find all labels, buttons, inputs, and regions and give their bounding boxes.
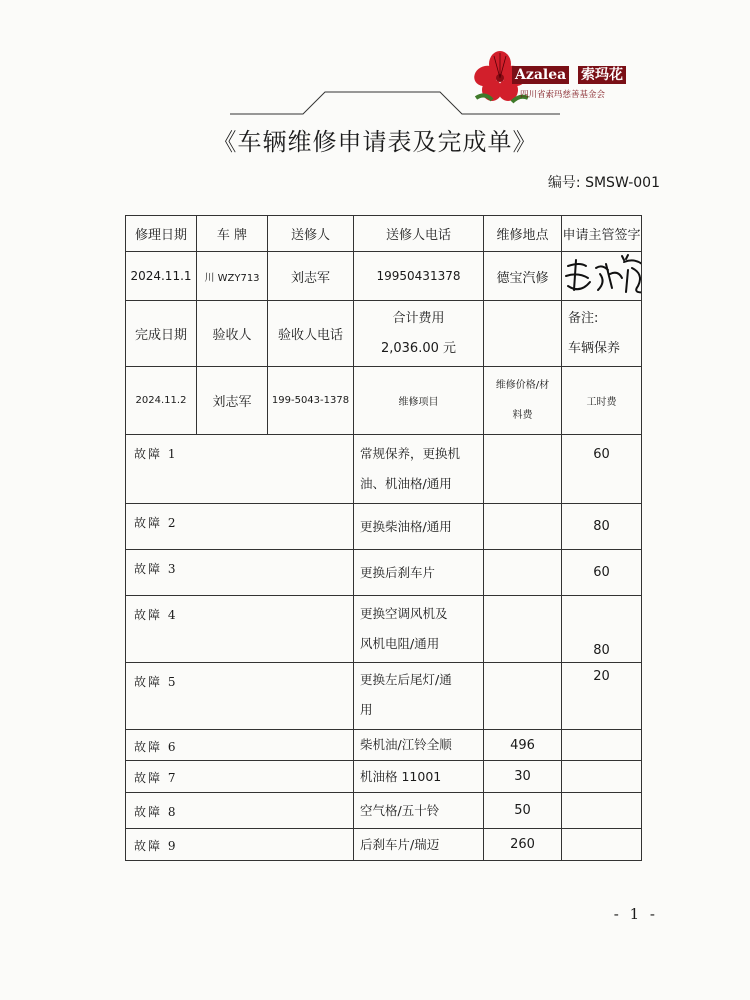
fault-row bbox=[126, 730, 642, 761]
header-labor: 工时费 bbox=[562, 367, 642, 435]
header-supervisor-sign: 申请主管签字 bbox=[562, 216, 642, 252]
header-sender: 送修人 bbox=[268, 216, 354, 252]
header-plate: 车 牌 bbox=[197, 216, 268, 252]
fault-item-line: 常规保养，更换机 bbox=[360, 446, 461, 461]
fault-item: 机油格 11001 bbox=[354, 761, 484, 793]
fault-labor: 60 bbox=[562, 550, 642, 596]
fault-labor: 60 bbox=[562, 435, 642, 504]
fault-price bbox=[484, 550, 562, 596]
fault-row bbox=[126, 596, 642, 663]
fault-label: 故障 8 bbox=[126, 793, 354, 829]
fault-item-line: 用 bbox=[360, 702, 373, 717]
fault-price: 30 bbox=[484, 761, 562, 793]
fault-price: 260 bbox=[484, 829, 562, 861]
request-sender: 刘志军 bbox=[268, 252, 354, 301]
header-location: 维修地点 bbox=[484, 216, 562, 252]
header-inspector-phone: 验收人电话 bbox=[268, 301, 354, 367]
fault-label: 故障 7 bbox=[126, 761, 354, 793]
logo-name-en: Azalea bbox=[512, 66, 569, 84]
fault-item: 后刹车片/瑞迈 bbox=[354, 829, 484, 861]
header-price-line-1: 维修价格/材 bbox=[495, 379, 550, 391]
request-plate: 川 WZY713 bbox=[197, 252, 268, 301]
fault-row bbox=[126, 663, 642, 730]
empty-cell bbox=[484, 301, 562, 367]
fault-price bbox=[484, 435, 562, 504]
request-repair-date: 2024.11.1 bbox=[126, 252, 197, 301]
completion-row bbox=[126, 367, 642, 435]
foundation-logo bbox=[470, 48, 655, 108]
fault-price: 496 bbox=[484, 730, 562, 761]
fault-price bbox=[484, 596, 562, 663]
fault-label: 故障 3 bbox=[126, 550, 354, 596]
fault-item bbox=[354, 596, 484, 663]
header-sender-phone: 送修人电话 bbox=[354, 216, 484, 252]
header-price bbox=[484, 367, 562, 435]
fault-price bbox=[484, 504, 562, 550]
fault-labor bbox=[562, 829, 642, 861]
repair-form-table bbox=[125, 215, 642, 861]
request-row bbox=[126, 252, 642, 301]
fault-price: 50 bbox=[484, 793, 562, 829]
remark-label: 备注: bbox=[568, 310, 599, 326]
page-title: 《车辆维修申请表及完成单》 bbox=[212, 128, 538, 156]
fault-row bbox=[126, 761, 642, 793]
header-repair-item: 维修项目 bbox=[354, 367, 484, 435]
fault-item: 空气格/五十铃 bbox=[354, 793, 484, 829]
completion-header-row bbox=[126, 301, 642, 367]
fault-item bbox=[354, 435, 484, 504]
supervisor-signature-cell bbox=[562, 252, 642, 301]
fault-item-line: 风机电阻/通用 bbox=[360, 636, 440, 651]
fault-labor: 80 bbox=[562, 504, 642, 550]
request-location: 德宝汽修 bbox=[484, 252, 562, 301]
fault-labor bbox=[562, 730, 642, 761]
fault-item: 更换后刹车片 bbox=[354, 550, 484, 596]
document-number: 编号: SMSW-001 bbox=[547, 175, 660, 191]
fault-item: 更换柴油格/通用 bbox=[354, 504, 484, 550]
fault-label: 故障 6 bbox=[126, 730, 354, 761]
fault-label: 故障 5 bbox=[126, 663, 354, 730]
fault-labor: 80 bbox=[562, 596, 642, 663]
remark-value: 车辆保养 bbox=[568, 340, 621, 356]
total-cost-label: 合计费用 bbox=[392, 310, 445, 326]
fault-row bbox=[126, 550, 642, 596]
remark-cell bbox=[562, 301, 642, 367]
header-price-line-2: 料费 bbox=[512, 409, 533, 421]
completion-date: 2024.11.2 bbox=[126, 367, 197, 435]
logo-org-name: 四川省索玛慈善基金会 bbox=[520, 90, 606, 100]
header-row bbox=[126, 216, 642, 252]
fault-label: 故障 9 bbox=[126, 829, 354, 861]
fault-item-line: 更换左后尾灯/通 bbox=[360, 672, 452, 687]
total-cost-cell bbox=[354, 301, 484, 367]
fault-price bbox=[484, 663, 562, 730]
fault-label: 故障 1 bbox=[126, 435, 354, 504]
fault-labor: 20 bbox=[562, 663, 642, 730]
completion-inspector: 刘志军 bbox=[197, 367, 268, 435]
fault-item: 柴机油/江铃全顺 bbox=[354, 730, 484, 761]
header-complete-date: 完成日期 bbox=[126, 301, 197, 367]
fault-item-line: 油、机油格/通用 bbox=[360, 476, 452, 491]
fault-row bbox=[126, 793, 642, 829]
completion-inspector-phone: 199-5043-1378 bbox=[268, 367, 354, 435]
fault-label: 故障 4 bbox=[126, 596, 354, 663]
fault-item bbox=[354, 663, 484, 730]
request-sender-phone: 19950431378 bbox=[354, 252, 484, 301]
header-repair-date: 修理日期 bbox=[126, 216, 197, 252]
header-inspector: 验收人 bbox=[197, 301, 268, 367]
fault-item-line: 更换空调风机及 bbox=[360, 606, 448, 621]
supervisor-signature bbox=[562, 252, 642, 297]
logo-name-cn: 索玛花 bbox=[578, 66, 626, 84]
fault-row bbox=[126, 435, 642, 504]
fault-row bbox=[126, 829, 642, 861]
fault-labor bbox=[562, 761, 642, 793]
page-number: - 1 - bbox=[613, 905, 658, 923]
fault-label: 故障 2 bbox=[126, 504, 354, 550]
fault-labor bbox=[562, 793, 642, 829]
total-cost-value: 2,036.00 元 bbox=[380, 340, 457, 356]
fault-row bbox=[126, 504, 642, 550]
